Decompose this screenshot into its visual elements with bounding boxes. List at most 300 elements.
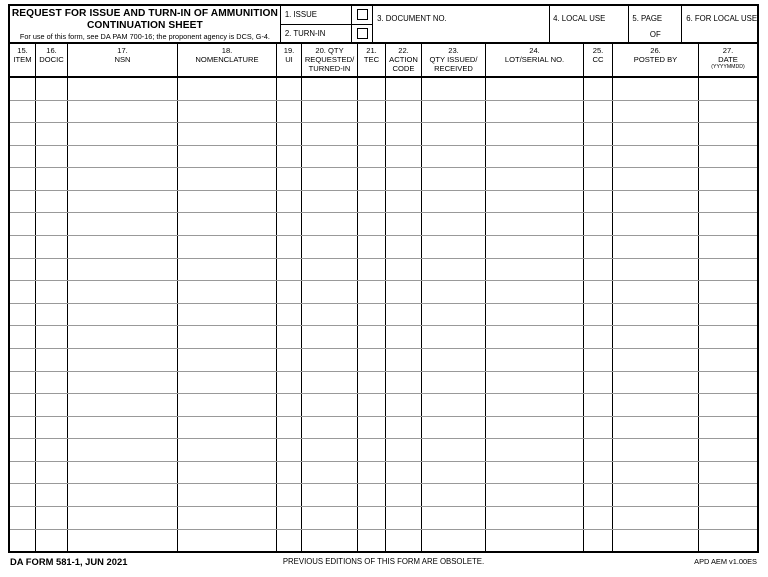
cell-qty_requested[interactable]	[302, 507, 358, 529]
turnin-row	[281, 25, 352, 43]
cell-posted_by[interactable]	[613, 168, 699, 190]
cell-action_code[interactable]	[386, 417, 422, 439]
cell-lot_serial[interactable]	[486, 484, 584, 506]
cell-docic[interactable]	[36, 439, 68, 461]
cell-item[interactable]	[10, 507, 36, 529]
cell-nsn[interactable]	[68, 168, 178, 190]
cell-nsn[interactable]	[68, 146, 178, 168]
cell-cc[interactable]	[584, 417, 613, 439]
cell-item[interactable]	[10, 484, 36, 506]
cell-posted_by[interactable]	[613, 101, 699, 123]
cell-lot_serial[interactable]	[486, 439, 584, 461]
cell-nomenclature[interactable]	[178, 530, 277, 552]
cell-lot_serial[interactable]	[486, 101, 584, 123]
cell-nomenclature[interactable]	[178, 168, 277, 190]
page-label: 5. PAGE	[632, 14, 663, 23]
column-header-lot_serial-line-0: LOT/SERIAL NO.	[504, 55, 565, 65]
cell-date[interactable]	[699, 394, 757, 416]
cell-action_code[interactable]	[386, 372, 422, 394]
cell-qty_issued[interactable]	[422, 213, 486, 235]
cell-qty_requested[interactable]	[302, 168, 358, 190]
cell-action_code[interactable]	[386, 439, 422, 461]
cell-qty_requested[interactable]	[302, 484, 358, 506]
cell-date[interactable]	[699, 78, 757, 100]
cell-qty_requested[interactable]	[302, 372, 358, 394]
cell-action_code[interactable]	[386, 326, 422, 348]
cell-tec[interactable]	[358, 372, 386, 394]
cell-tec[interactable]	[358, 394, 386, 416]
cell-posted_by[interactable]	[613, 123, 699, 145]
cell-posted_by[interactable]	[613, 462, 699, 484]
cell-tec[interactable]	[358, 123, 386, 145]
cell-item[interactable]	[10, 146, 36, 168]
cell-docic[interactable]	[36, 78, 68, 100]
cell-nsn[interactable]	[68, 530, 178, 552]
cell-action_code[interactable]	[386, 507, 422, 529]
cell-ui[interactable]	[277, 304, 302, 326]
column-header-nomenclature-number: 18.	[221, 46, 233, 55]
cell-tec[interactable]	[358, 439, 386, 461]
cell-date[interactable]	[699, 304, 757, 326]
cell-lot_serial[interactable]	[486, 168, 584, 190]
cell-qty_issued[interactable]	[422, 530, 486, 552]
cell-date[interactable]	[699, 213, 757, 235]
cell-nsn[interactable]	[68, 439, 178, 461]
cell-nsn[interactable]	[68, 417, 178, 439]
cell-nomenclature[interactable]	[178, 78, 277, 100]
cell-cc[interactable]	[584, 304, 613, 326]
cell-action_code[interactable]	[386, 236, 422, 258]
cell-cc[interactable]	[584, 507, 613, 529]
cell-item[interactable]	[10, 78, 36, 100]
cell-qty_requested[interactable]	[302, 123, 358, 145]
cell-ui[interactable]	[277, 236, 302, 258]
cell-nsn[interactable]	[68, 213, 178, 235]
column-header-action_code	[386, 44, 422, 76]
cell-qty_issued[interactable]	[422, 484, 486, 506]
cell-nsn[interactable]	[68, 326, 178, 348]
cell-lot_serial[interactable]	[486, 462, 584, 484]
cell-nsn[interactable]	[68, 123, 178, 145]
cell-tec[interactable]	[358, 462, 386, 484]
cell-posted_by[interactable]	[613, 259, 699, 281]
da-form-581-1	[8, 4, 759, 553]
cell-ui[interactable]	[277, 213, 302, 235]
cell-item[interactable]	[10, 123, 36, 145]
cell-docic[interactable]	[36, 372, 68, 394]
cell-qty_issued[interactable]	[422, 146, 486, 168]
cell-posted_by[interactable]	[613, 372, 699, 394]
cell-tec[interactable]	[358, 530, 386, 552]
cell-tec[interactable]	[358, 349, 386, 371]
cell-date[interactable]	[699, 281, 757, 303]
cell-cc[interactable]	[584, 439, 613, 461]
cell-lot_serial[interactable]	[486, 304, 584, 326]
cell-ui[interactable]	[277, 281, 302, 303]
cell-nsn[interactable]	[68, 394, 178, 416]
cell-qty_issued[interactable]	[422, 507, 486, 529]
cell-action_code[interactable]	[386, 191, 422, 213]
cell-ui[interactable]	[277, 530, 302, 552]
cell-item[interactable]	[10, 304, 36, 326]
cell-cc[interactable]	[584, 462, 613, 484]
cell-nsn[interactable]	[68, 462, 178, 484]
cell-qty_requested[interactable]	[302, 146, 358, 168]
cell-ui[interactable]	[277, 507, 302, 529]
cell-qty_requested[interactable]	[302, 462, 358, 484]
cell-ui[interactable]	[277, 259, 302, 281]
cell-qty_requested[interactable]	[302, 439, 358, 461]
cell-date[interactable]	[699, 101, 757, 123]
cell-qty_issued[interactable]	[422, 101, 486, 123]
column-header-qty_requested-line-0: 20. QTY	[315, 46, 344, 55]
form-id-label: DA FORM 581-1, JUN 2021	[10, 556, 128, 567]
cell-ui[interactable]	[277, 372, 302, 394]
cell-nomenclature[interactable]	[178, 326, 277, 348]
cell-cc[interactable]	[584, 484, 613, 506]
cell-lot_serial[interactable]	[486, 349, 584, 371]
cell-tec[interactable]	[358, 484, 386, 506]
column-header-qty_issued-line-1: RECEIVED	[434, 64, 473, 74]
cell-tec[interactable]	[358, 191, 386, 213]
cell-qty_issued[interactable]	[422, 326, 486, 348]
cell-lot_serial[interactable]	[486, 417, 584, 439]
cell-nomenclature[interactable]	[178, 394, 277, 416]
cell-qty_requested[interactable]	[302, 349, 358, 371]
cell-cc[interactable]	[584, 372, 613, 394]
cell-nomenclature[interactable]	[178, 213, 277, 235]
cell-lot_serial[interactable]	[486, 259, 584, 281]
cell-date[interactable]	[699, 417, 757, 439]
cell-nomenclature[interactable]	[178, 417, 277, 439]
cell-action_code[interactable]	[386, 462, 422, 484]
document-no-field[interactable]	[373, 6, 550, 42]
cell-qty_requested[interactable]	[302, 394, 358, 416]
page-field[interactable]	[629, 6, 682, 42]
cell-cc[interactable]	[584, 326, 613, 348]
cell-nomenclature[interactable]	[178, 259, 277, 281]
cell-qty_requested[interactable]	[302, 281, 358, 303]
cell-date[interactable]	[699, 462, 757, 484]
cell-posted_by[interactable]	[613, 146, 699, 168]
cell-docic[interactable]	[36, 326, 68, 348]
cell-item[interactable]	[10, 101, 36, 123]
cell-date[interactable]	[699, 507, 757, 529]
cell-posted_by[interactable]	[613, 304, 699, 326]
cell-nomenclature[interactable]	[178, 484, 277, 506]
cell-nomenclature[interactable]	[178, 462, 277, 484]
cell-action_code[interactable]	[386, 349, 422, 371]
cell-nsn[interactable]	[68, 349, 178, 371]
cell-nsn[interactable]	[68, 101, 178, 123]
apd-version-label: APD AEM v1.00ES	[694, 557, 757, 566]
table-row	[10, 417, 757, 440]
cell-item[interactable]	[10, 417, 36, 439]
cell-tec[interactable]	[358, 507, 386, 529]
cell-ui[interactable]	[277, 168, 302, 190]
cell-item[interactable]	[10, 462, 36, 484]
cell-date[interactable]	[699, 259, 757, 281]
cell-date[interactable]	[699, 530, 757, 552]
cell-docic[interactable]	[36, 191, 68, 213]
for-local-use-field[interactable]	[682, 6, 757, 42]
cell-qty_requested[interactable]	[302, 304, 358, 326]
cell-action_code[interactable]	[386, 213, 422, 235]
cell-ui[interactable]	[277, 146, 302, 168]
cell-nomenclature[interactable]	[178, 372, 277, 394]
cell-posted_by[interactable]	[613, 281, 699, 303]
cell-cc[interactable]	[584, 146, 613, 168]
column-header-posted_by	[613, 44, 699, 76]
cell-tec[interactable]	[358, 326, 386, 348]
cell-docic[interactable]	[36, 417, 68, 439]
cell-action_code[interactable]	[386, 146, 422, 168]
cell-nomenclature[interactable]	[178, 236, 277, 258]
cell-nsn[interactable]	[68, 372, 178, 394]
cell-action_code[interactable]	[386, 530, 422, 552]
cell-qty_issued[interactable]	[422, 259, 486, 281]
cell-nomenclature[interactable]	[178, 304, 277, 326]
cell-cc[interactable]	[584, 213, 613, 235]
cell-docic[interactable]	[36, 484, 68, 506]
cell-docic[interactable]	[36, 530, 68, 552]
cell-date[interactable]	[699, 372, 757, 394]
cell-docic[interactable]	[36, 236, 68, 258]
cell-item[interactable]	[10, 259, 36, 281]
cell-tec[interactable]	[358, 146, 386, 168]
cell-ui[interactable]	[277, 191, 302, 213]
document-no-label: 3. DOCUMENT NO.	[377, 14, 447, 23]
cell-docic[interactable]	[36, 168, 68, 190]
cell-item[interactable]	[10, 530, 36, 552]
cell-action_code[interactable]	[386, 281, 422, 303]
cell-docic[interactable]	[36, 101, 68, 123]
cell-ui[interactable]	[277, 101, 302, 123]
cell-nomenclature[interactable]	[178, 146, 277, 168]
cell-qty_requested[interactable]	[302, 236, 358, 258]
cell-docic[interactable]	[36, 462, 68, 484]
cell-nsn[interactable]	[68, 281, 178, 303]
cell-item[interactable]	[10, 439, 36, 461]
cell-date[interactable]	[699, 191, 757, 213]
cell-qty_issued[interactable]	[422, 304, 486, 326]
turnin-checkbox[interactable]	[357, 28, 368, 39]
cell-nsn[interactable]	[68, 78, 178, 100]
cell-cc[interactable]	[584, 78, 613, 100]
cell-cc[interactable]	[584, 394, 613, 416]
cell-nsn[interactable]	[68, 191, 178, 213]
cell-ui[interactable]	[277, 349, 302, 371]
cell-qty_issued[interactable]	[422, 236, 486, 258]
cell-nsn[interactable]	[68, 236, 178, 258]
cell-ui[interactable]	[277, 462, 302, 484]
cell-posted_by[interactable]	[613, 326, 699, 348]
cell-posted_by[interactable]	[613, 417, 699, 439]
cell-docic[interactable]	[36, 507, 68, 529]
cell-tec[interactable]	[358, 417, 386, 439]
cell-cc[interactable]	[584, 168, 613, 190]
cell-lot_serial[interactable]	[486, 78, 584, 100]
cell-docic[interactable]	[36, 213, 68, 235]
cell-item[interactable]	[10, 236, 36, 258]
cell-nomenclature[interactable]	[178, 191, 277, 213]
cell-qty_issued[interactable]	[422, 78, 486, 100]
cell-nomenclature[interactable]	[178, 123, 277, 145]
cell-qty_issued[interactable]	[422, 349, 486, 371]
cell-posted_by[interactable]	[613, 236, 699, 258]
cell-item[interactable]	[10, 191, 36, 213]
cell-qty_requested[interactable]	[302, 259, 358, 281]
cell-lot_serial[interactable]	[486, 326, 584, 348]
cell-tec[interactable]	[358, 213, 386, 235]
cell-action_code[interactable]	[386, 394, 422, 416]
cell-qty_issued[interactable]	[422, 123, 486, 145]
cell-action_code[interactable]	[386, 484, 422, 506]
cell-qty_issued[interactable]	[422, 394, 486, 416]
cell-lot_serial[interactable]	[486, 372, 584, 394]
cell-qty_requested[interactable]	[302, 326, 358, 348]
cell-action_code[interactable]	[386, 304, 422, 326]
cell-item[interactable]	[10, 213, 36, 235]
issue-label: 1. ISSUE	[284, 10, 317, 20]
cell-cc[interactable]	[584, 123, 613, 145]
cell-lot_serial[interactable]	[486, 213, 584, 235]
cell-lot_serial[interactable]	[486, 191, 584, 213]
cell-cc[interactable]	[584, 349, 613, 371]
cell-lot_serial[interactable]	[486, 530, 584, 552]
cell-docic[interactable]	[36, 304, 68, 326]
cell-item[interactable]	[10, 326, 36, 348]
cell-item[interactable]	[10, 349, 36, 371]
cell-docic[interactable]	[36, 259, 68, 281]
cell-item[interactable]	[10, 281, 36, 303]
cell-docic[interactable]	[36, 146, 68, 168]
cell-ui[interactable]	[277, 326, 302, 348]
cell-qty_issued[interactable]	[422, 281, 486, 303]
cell-cc[interactable]	[584, 191, 613, 213]
cell-docic[interactable]	[36, 349, 68, 371]
cell-nomenclature[interactable]	[178, 439, 277, 461]
cell-posted_by[interactable]	[613, 484, 699, 506]
cell-cc[interactable]	[584, 101, 613, 123]
cell-qty_issued[interactable]	[422, 191, 486, 213]
cell-nsn[interactable]	[68, 304, 178, 326]
cell-ui[interactable]	[277, 484, 302, 506]
cell-nomenclature[interactable]	[178, 507, 277, 529]
column-header-date	[699, 44, 757, 76]
cell-ui[interactable]	[277, 123, 302, 145]
cell-lot_serial[interactable]	[486, 236, 584, 258]
cell-qty_issued[interactable]	[422, 168, 486, 190]
column-header-cc	[584, 44, 613, 76]
cell-date[interactable]	[699, 168, 757, 190]
cell-posted_by[interactable]	[613, 530, 699, 552]
cell-qty_requested[interactable]	[302, 213, 358, 235]
cell-ui[interactable]	[277, 394, 302, 416]
cell-tec[interactable]	[358, 304, 386, 326]
cell-posted_by[interactable]	[613, 78, 699, 100]
cell-ui[interactable]	[277, 417, 302, 439]
cell-docic[interactable]	[36, 123, 68, 145]
cell-lot_serial[interactable]	[486, 123, 584, 145]
cell-item[interactable]	[10, 372, 36, 394]
cell-nomenclature[interactable]	[178, 349, 277, 371]
cell-qty_requested[interactable]	[302, 417, 358, 439]
cell-tec[interactable]	[358, 101, 386, 123]
cell-item[interactable]	[10, 168, 36, 190]
column-header-nsn	[68, 44, 178, 76]
cell-lot_serial[interactable]	[486, 507, 584, 529]
cell-lot_serial[interactable]	[486, 394, 584, 416]
cell-qty_issued[interactable]	[422, 462, 486, 484]
cell-posted_by[interactable]	[613, 507, 699, 529]
cell-posted_by[interactable]	[613, 213, 699, 235]
cell-ui[interactable]	[277, 78, 302, 100]
cell-date[interactable]	[699, 439, 757, 461]
cell-qty_requested[interactable]	[302, 101, 358, 123]
cell-cc[interactable]	[584, 530, 613, 552]
cell-date[interactable]	[699, 484, 757, 506]
cell-tec[interactable]	[358, 259, 386, 281]
cell-date[interactable]	[699, 326, 757, 348]
cell-action_code[interactable]	[386, 168, 422, 190]
cell-action_code[interactable]	[386, 123, 422, 145]
cell-cc[interactable]	[584, 236, 613, 258]
cell-qty_issued[interactable]	[422, 417, 486, 439]
cell-posted_by[interactable]	[613, 439, 699, 461]
cell-lot_serial[interactable]	[486, 146, 584, 168]
cell-cc[interactable]	[584, 281, 613, 303]
cell-qty_issued[interactable]	[422, 439, 486, 461]
cell-nomenclature[interactable]	[178, 281, 277, 303]
local-use-field[interactable]	[550, 6, 629, 42]
cell-date[interactable]	[699, 236, 757, 258]
cell-date[interactable]	[699, 146, 757, 168]
cell-date[interactable]	[699, 123, 757, 145]
cell-posted_by[interactable]	[613, 394, 699, 416]
cell-tec[interactable]	[358, 168, 386, 190]
table-row	[10, 484, 757, 507]
cell-qty_requested[interactable]	[302, 78, 358, 100]
issue-checkbox-slot	[352, 6, 372, 25]
table-row	[10, 394, 757, 417]
cell-docic[interactable]	[36, 281, 68, 303]
cell-nsn[interactable]	[68, 507, 178, 529]
cell-tec[interactable]	[358, 281, 386, 303]
cell-qty_requested[interactable]	[302, 530, 358, 552]
cell-docic[interactable]	[36, 394, 68, 416]
cell-cc[interactable]	[584, 259, 613, 281]
cell-ui[interactable]	[277, 439, 302, 461]
cell-date[interactable]	[699, 349, 757, 371]
cell-action_code[interactable]	[386, 78, 422, 100]
column-header-ui-number: 19.	[283, 46, 295, 55]
cell-lot_serial[interactable]	[486, 281, 584, 303]
cell-posted_by[interactable]	[613, 349, 699, 371]
cell-action_code[interactable]	[386, 101, 422, 123]
cell-action_code[interactable]	[386, 259, 422, 281]
cell-qty_issued[interactable]	[422, 372, 486, 394]
issue-checkbox[interactable]	[357, 9, 368, 20]
cell-posted_by[interactable]	[613, 191, 699, 213]
cell-nsn[interactable]	[68, 259, 178, 281]
cell-qty_requested[interactable]	[302, 191, 358, 213]
cell-tec[interactable]	[358, 78, 386, 100]
cell-item[interactable]	[10, 394, 36, 416]
cell-nomenclature[interactable]	[178, 101, 277, 123]
cell-tec[interactable]	[358, 236, 386, 258]
cell-nsn[interactable]	[68, 484, 178, 506]
